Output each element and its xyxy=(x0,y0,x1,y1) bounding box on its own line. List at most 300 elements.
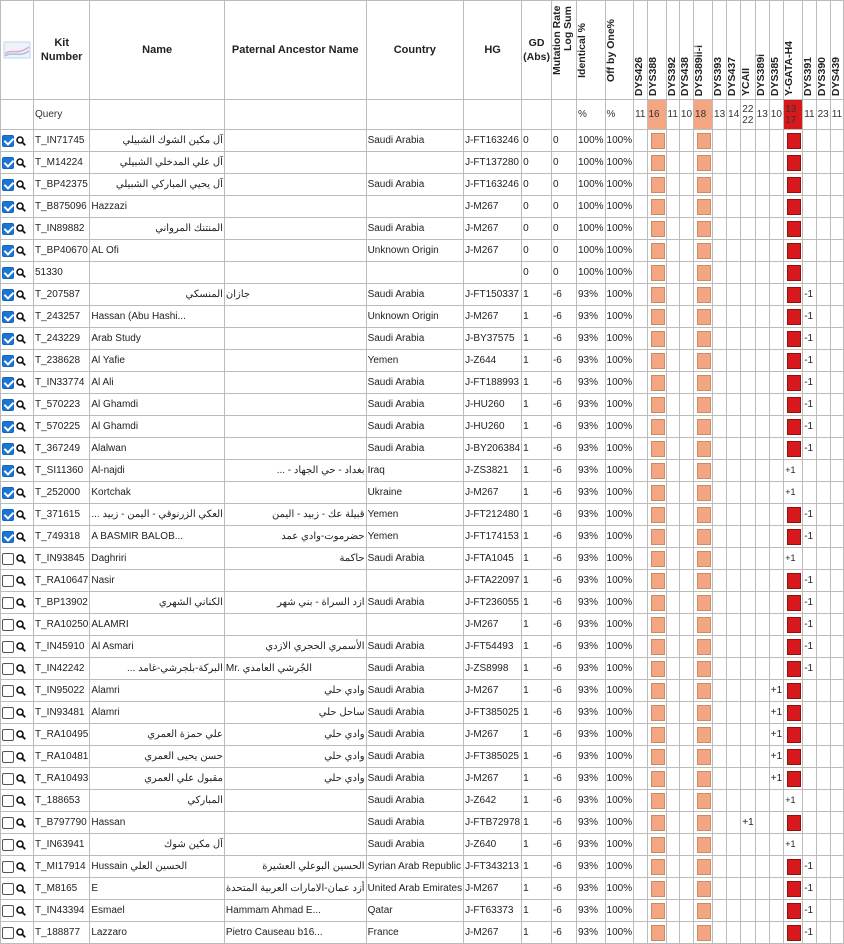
row-select-cell xyxy=(1,922,34,944)
member-name: Al Ghamdi xyxy=(90,416,225,438)
col-marker-9[interactable] xyxy=(769,1,783,100)
kit-number: T_252000 xyxy=(34,482,90,504)
marker-cell xyxy=(713,306,727,328)
kit-number: 51330 xyxy=(34,262,90,284)
marker-cell xyxy=(769,218,783,240)
marker-match-swatch xyxy=(697,551,711,567)
search-icon[interactable] xyxy=(16,928,26,938)
search-icon[interactable] xyxy=(16,136,26,146)
row-checkbox[interactable] xyxy=(2,817,14,829)
row-checkbox[interactable] xyxy=(2,773,14,785)
marker-cell xyxy=(830,834,843,856)
search-icon[interactable] xyxy=(16,708,26,718)
identical-percent: 100% xyxy=(576,262,605,284)
search-icon[interactable] xyxy=(16,290,26,300)
marker-cell xyxy=(679,328,693,350)
search-icon[interactable] xyxy=(16,158,26,168)
row-checkbox[interactable] xyxy=(2,751,14,763)
col-marker-0[interactable] xyxy=(634,1,647,100)
identical-percent: 93% xyxy=(576,834,605,856)
search-icon[interactable] xyxy=(16,224,26,234)
search-icon[interactable] xyxy=(16,422,26,432)
marker-cell xyxy=(755,372,769,394)
marker-diff: -1 xyxy=(804,905,814,916)
col-paternal-ancestor[interactable]: Paternal Ancestor Name xyxy=(224,1,366,100)
marker-cell xyxy=(727,768,741,790)
marker-cell xyxy=(727,878,741,900)
genetic-distance: 1 xyxy=(522,658,552,680)
row-checkbox[interactable] xyxy=(2,619,14,631)
table-row[interactable] xyxy=(1,460,844,482)
table-row[interactable] xyxy=(1,306,844,328)
search-icon[interactable] xyxy=(16,246,26,256)
col-marker-7[interactable] xyxy=(741,1,755,100)
row-checkbox[interactable] xyxy=(2,883,14,895)
marker-match-swatch xyxy=(697,287,711,303)
col-kit-number[interactable]: Kit Number xyxy=(34,1,90,100)
table-row[interactable] xyxy=(1,262,844,284)
marker-cell xyxy=(803,350,816,372)
genetic-distance: 0 xyxy=(522,196,552,218)
search-icon[interactable] xyxy=(16,840,26,850)
marker-cell xyxy=(647,174,666,196)
table-row[interactable] xyxy=(1,592,844,614)
table-row[interactable] xyxy=(1,548,844,570)
marker-cell xyxy=(666,900,679,922)
marker-cell xyxy=(830,416,843,438)
table-row[interactable] xyxy=(1,416,844,438)
member-name: Al Ghamdi xyxy=(90,394,225,416)
table-row[interactable] xyxy=(1,328,844,350)
header-row xyxy=(1,1,844,100)
off-by-one-percent: 100% xyxy=(605,460,634,482)
kit-number: T_RA10493 xyxy=(34,768,90,790)
marker-cell xyxy=(769,570,783,592)
row-checkbox[interactable] xyxy=(2,839,14,851)
search-icon[interactable] xyxy=(16,180,26,190)
search-icon[interactable] xyxy=(16,378,26,388)
search-icon[interactable] xyxy=(16,620,26,630)
mutation-rate: -6 xyxy=(551,284,576,306)
table-row[interactable] xyxy=(1,372,844,394)
marker-cell xyxy=(713,812,727,834)
marker-cell xyxy=(647,636,666,658)
search-icon[interactable] xyxy=(16,664,26,674)
off-by-one-percent: 100% xyxy=(605,482,634,504)
off-by-one-percent: 100% xyxy=(605,790,634,812)
marker-cell xyxy=(647,306,666,328)
marker-match-swatch xyxy=(787,441,801,457)
marker-cell xyxy=(679,394,693,416)
search-icon[interactable] xyxy=(16,774,26,784)
col-marker-2[interactable] xyxy=(666,1,679,100)
table-row[interactable] xyxy=(1,658,844,680)
col-marker-12[interactable] xyxy=(816,1,830,100)
row-checkbox[interactable] xyxy=(2,509,14,521)
marker-cell xyxy=(727,548,741,570)
member-name: Hassan xyxy=(90,812,225,834)
table-row[interactable] xyxy=(1,812,844,834)
kit-number: T_IN33774 xyxy=(34,372,90,394)
marker-cell xyxy=(741,482,755,504)
marker-cell xyxy=(694,152,713,174)
marker-cell xyxy=(769,394,783,416)
paternal-ancestor xyxy=(224,614,366,636)
search-icon[interactable] xyxy=(16,510,26,520)
marker-cell xyxy=(769,482,783,504)
marker-match-swatch xyxy=(651,155,665,171)
marker-cell xyxy=(634,350,647,372)
marker-cell xyxy=(679,306,693,328)
table-row[interactable] xyxy=(1,130,844,152)
marker-cell xyxy=(816,746,830,768)
col-marker-8[interactable] xyxy=(755,1,769,100)
marker-cell xyxy=(803,196,816,218)
search-icon[interactable] xyxy=(16,796,26,806)
marker-match-swatch xyxy=(651,815,665,831)
col-marker-11[interactable] xyxy=(803,1,816,100)
marker-cell xyxy=(634,196,647,218)
marker-cell xyxy=(755,284,769,306)
marker-cell xyxy=(816,592,830,614)
marker-match-swatch xyxy=(697,441,711,457)
kit-number: T_B875096 xyxy=(34,196,90,218)
col-marker-3[interactable] xyxy=(679,1,693,100)
table-row[interactable] xyxy=(1,878,844,900)
marker-cell xyxy=(713,262,727,284)
col-off-by-one[interactable] xyxy=(605,1,634,100)
member-name: آل مكين الشوك الشبيلي xyxy=(90,130,225,152)
marker-label: DYS438 xyxy=(678,56,691,96)
row-checkbox[interactable] xyxy=(2,201,14,213)
marker-cell xyxy=(713,636,727,658)
marker-cell xyxy=(679,570,693,592)
marker-match-swatch xyxy=(651,507,665,523)
country: Saudi Arabia xyxy=(366,438,464,460)
paternal-ancestor: حضرموت-وادي عمد xyxy=(224,526,366,548)
marker-diff: +1 xyxy=(785,465,796,475)
marker-cell xyxy=(727,680,741,702)
col-name[interactable]: Name xyxy=(90,1,225,100)
member-name: Al Ali xyxy=(90,372,225,394)
haplogroup: J-Z642 xyxy=(464,790,522,812)
marker-cell xyxy=(755,724,769,746)
col-marker-6[interactable] xyxy=(727,1,741,100)
row-checkbox[interactable] xyxy=(2,399,14,411)
marker-match-swatch xyxy=(651,397,665,413)
row-checkbox[interactable] xyxy=(2,311,14,323)
col-mutation-rate[interactable] xyxy=(551,1,576,100)
marker-cell xyxy=(679,614,693,636)
marker-cell xyxy=(784,284,803,306)
marker-cell xyxy=(647,372,666,394)
row-checkbox[interactable] xyxy=(2,267,14,279)
search-icon[interactable] xyxy=(16,356,26,366)
marker-cell xyxy=(830,328,843,350)
marker-cell xyxy=(830,746,843,768)
row-checkbox[interactable] xyxy=(2,531,14,543)
search-icon[interactable] xyxy=(16,488,26,498)
marker-cell xyxy=(634,504,647,526)
marker-cell xyxy=(713,790,727,812)
marker-cell xyxy=(784,680,803,702)
marker-cell xyxy=(634,240,647,262)
country: United Arab Emirates xyxy=(366,878,464,900)
country xyxy=(366,570,464,592)
marker-cell xyxy=(784,152,803,174)
marker-cell xyxy=(816,570,830,592)
genetic-distance: 1 xyxy=(522,746,552,768)
marker-match-swatch xyxy=(651,903,665,919)
table-row[interactable] xyxy=(1,526,844,548)
row-checkbox[interactable] xyxy=(2,707,14,719)
marker-match-swatch xyxy=(651,925,665,941)
query-marker-value: 18 xyxy=(694,100,713,130)
marker-cell xyxy=(830,614,843,636)
table-row[interactable] xyxy=(1,922,844,944)
search-icon[interactable] xyxy=(16,532,26,542)
table-row[interactable] xyxy=(1,196,844,218)
marker-match-swatch xyxy=(787,661,801,677)
row-checkbox[interactable] xyxy=(2,333,14,345)
marker-cell xyxy=(784,196,803,218)
search-icon[interactable] xyxy=(16,202,26,212)
row-checkbox[interactable] xyxy=(2,179,14,191)
search-icon[interactable] xyxy=(16,444,26,454)
marker-cell xyxy=(679,856,693,878)
marker-match-swatch xyxy=(787,397,801,413)
table-row[interactable] xyxy=(1,570,844,592)
marker-cell xyxy=(679,284,693,306)
marker-cell xyxy=(634,724,647,746)
marker-cell xyxy=(713,438,727,460)
table-row[interactable] xyxy=(1,614,844,636)
marker-cell xyxy=(769,306,783,328)
marker-cell xyxy=(830,702,843,724)
marker-cell xyxy=(830,548,843,570)
row-checkbox[interactable] xyxy=(2,641,14,653)
table-row[interactable] xyxy=(1,218,844,240)
table-row[interactable] xyxy=(1,768,844,790)
marker-cell xyxy=(741,878,755,900)
table-row[interactable] xyxy=(1,746,844,768)
search-icon[interactable] xyxy=(16,312,26,322)
marker-cell xyxy=(727,262,741,284)
table-row[interactable] xyxy=(1,724,844,746)
marker-cell xyxy=(803,262,816,284)
haplogroup: J-M267 xyxy=(464,218,522,240)
marker-cell xyxy=(727,834,741,856)
mutation-rate: -6 xyxy=(551,350,576,372)
row-checkbox[interactable] xyxy=(2,663,14,675)
marker-cell xyxy=(694,196,713,218)
table-row[interactable] xyxy=(1,174,844,196)
row-checkbox[interactable] xyxy=(2,861,14,873)
off-by-one-percent: 100% xyxy=(605,922,634,944)
identical-percent: 100% xyxy=(576,196,605,218)
marker-cell xyxy=(647,878,666,900)
search-icon[interactable] xyxy=(16,884,26,894)
col-marker-13[interactable] xyxy=(830,1,843,100)
marker-diff: -1 xyxy=(804,531,814,542)
search-icon[interactable] xyxy=(16,862,26,872)
marker-match-swatch xyxy=(651,221,665,237)
marker-cell xyxy=(647,746,666,768)
off-by-one-percent: 100% xyxy=(605,438,634,460)
marker-cell xyxy=(727,394,741,416)
col-hg[interactable]: HG xyxy=(464,1,522,100)
row-checkbox[interactable] xyxy=(2,157,14,169)
member-name: Hazzazi xyxy=(90,196,225,218)
search-icon[interactable] xyxy=(16,686,26,696)
search-icon[interactable] xyxy=(16,334,26,344)
col-marker-4[interactable] xyxy=(694,1,713,100)
col-country[interactable]: Country xyxy=(366,1,464,100)
row-checkbox[interactable] xyxy=(2,597,14,609)
col-marker-5[interactable] xyxy=(713,1,727,100)
marker-cell xyxy=(803,878,816,900)
marker-match-swatch xyxy=(651,309,665,325)
table-row[interactable] xyxy=(1,350,844,372)
query-hg xyxy=(464,100,522,130)
marker-cell xyxy=(769,152,783,174)
marker-match-swatch xyxy=(697,661,711,677)
marker-cell xyxy=(634,702,647,724)
haplogroup: J-Z640 xyxy=(464,834,522,856)
marker-cell xyxy=(727,152,741,174)
row-checkbox[interactable] xyxy=(2,377,14,389)
kit-number: T_BP40670 xyxy=(34,240,90,262)
marker-match-swatch xyxy=(651,243,665,259)
col-identical[interactable] xyxy=(576,1,605,100)
marker-cell xyxy=(679,174,693,196)
row-checkbox[interactable] xyxy=(2,443,14,455)
search-icon[interactable] xyxy=(16,576,26,586)
genetic-distance: 1 xyxy=(522,416,552,438)
marker-cell xyxy=(679,416,693,438)
search-icon[interactable] xyxy=(16,642,26,652)
marker-cell xyxy=(816,416,830,438)
marker-cell xyxy=(741,526,755,548)
identical-percent: 93% xyxy=(576,416,605,438)
marker-cell xyxy=(647,680,666,702)
row-checkbox[interactable] xyxy=(2,729,14,741)
table-row[interactable] xyxy=(1,834,844,856)
table-row[interactable] xyxy=(1,438,844,460)
row-checkbox[interactable] xyxy=(2,465,14,477)
marker-cell xyxy=(713,482,727,504)
marker-cell xyxy=(769,614,783,636)
marker-cell xyxy=(784,218,803,240)
country: Yemen xyxy=(366,350,464,372)
marker-cell xyxy=(755,856,769,878)
row-checkbox[interactable] xyxy=(2,795,14,807)
marker-cell xyxy=(666,746,679,768)
col-marker-10[interactable] xyxy=(784,1,803,100)
marker-cell xyxy=(755,416,769,438)
table-row[interactable] xyxy=(1,482,844,504)
marker-cell xyxy=(755,680,769,702)
row-checkbox[interactable] xyxy=(2,927,14,939)
row-checkbox[interactable] xyxy=(2,289,14,301)
marker-diff: +1 xyxy=(770,729,783,740)
marker-cell xyxy=(679,152,693,174)
marker-match-swatch xyxy=(651,419,665,435)
marker-label: DYS437 xyxy=(726,56,739,96)
genetic-distance: 1 xyxy=(522,284,552,306)
row-checkbox[interactable] xyxy=(2,553,14,565)
row-checkbox[interactable] xyxy=(2,685,14,697)
table-row[interactable] xyxy=(1,790,844,812)
marker-match-swatch xyxy=(697,925,711,941)
search-icon[interactable] xyxy=(16,554,26,564)
marker-cell xyxy=(769,438,783,460)
country: Syrian Arab Republic xyxy=(366,856,464,878)
marker-cell xyxy=(679,592,693,614)
row-checkbox[interactable] xyxy=(2,487,14,499)
row-checkbox[interactable] xyxy=(2,245,14,257)
table-row[interactable] xyxy=(1,394,844,416)
mutation-rate: 0 xyxy=(551,174,576,196)
row-checkbox[interactable] xyxy=(2,905,14,917)
row-checkbox[interactable] xyxy=(2,135,14,147)
marker-cell xyxy=(755,548,769,570)
row-checkbox[interactable] xyxy=(2,355,14,367)
marker-cell xyxy=(727,460,741,482)
marker-match-swatch xyxy=(651,265,665,281)
search-icon[interactable] xyxy=(16,598,26,608)
row-select-cell xyxy=(1,350,34,372)
col-gd[interactable]: GD (Abs) xyxy=(522,1,552,100)
search-icon[interactable] xyxy=(16,818,26,828)
search-icon[interactable] xyxy=(16,752,26,762)
marker-diff: +1 xyxy=(770,707,783,718)
search-icon[interactable] xyxy=(16,466,26,476)
search-icon[interactable] xyxy=(16,400,26,410)
search-icon[interactable] xyxy=(16,730,26,740)
row-checkbox[interactable] xyxy=(2,223,14,235)
col-marker-1[interactable] xyxy=(647,1,666,100)
table-row[interactable] xyxy=(1,240,844,262)
marker-cell xyxy=(713,350,727,372)
haplogroup: J-FT163246 xyxy=(464,174,522,196)
table-row[interactable] xyxy=(1,636,844,658)
mutation-rate: 0 xyxy=(551,218,576,240)
member-name: مقبول علي العمري xyxy=(90,768,225,790)
table-row[interactable] xyxy=(1,504,844,526)
table-row[interactable] xyxy=(1,680,844,702)
marker-cell xyxy=(679,878,693,900)
marker-cell xyxy=(769,702,783,724)
search-icon[interactable] xyxy=(16,906,26,916)
marker-cell xyxy=(634,614,647,636)
marker-cell xyxy=(666,878,679,900)
row-checkbox[interactable] xyxy=(2,575,14,587)
search-icon[interactable] xyxy=(16,268,26,278)
table-row[interactable] xyxy=(1,900,844,922)
marker-cell xyxy=(769,328,783,350)
marker-cell xyxy=(755,592,769,614)
marker-match-swatch xyxy=(697,419,711,435)
table-row[interactable] xyxy=(1,152,844,174)
marker-cell xyxy=(666,724,679,746)
marker-cell xyxy=(679,438,693,460)
table-row[interactable] xyxy=(1,702,844,724)
marker-cell xyxy=(694,416,713,438)
table-row[interactable] xyxy=(1,856,844,878)
row-checkbox[interactable] xyxy=(2,421,14,433)
table-row[interactable] xyxy=(1,284,844,306)
